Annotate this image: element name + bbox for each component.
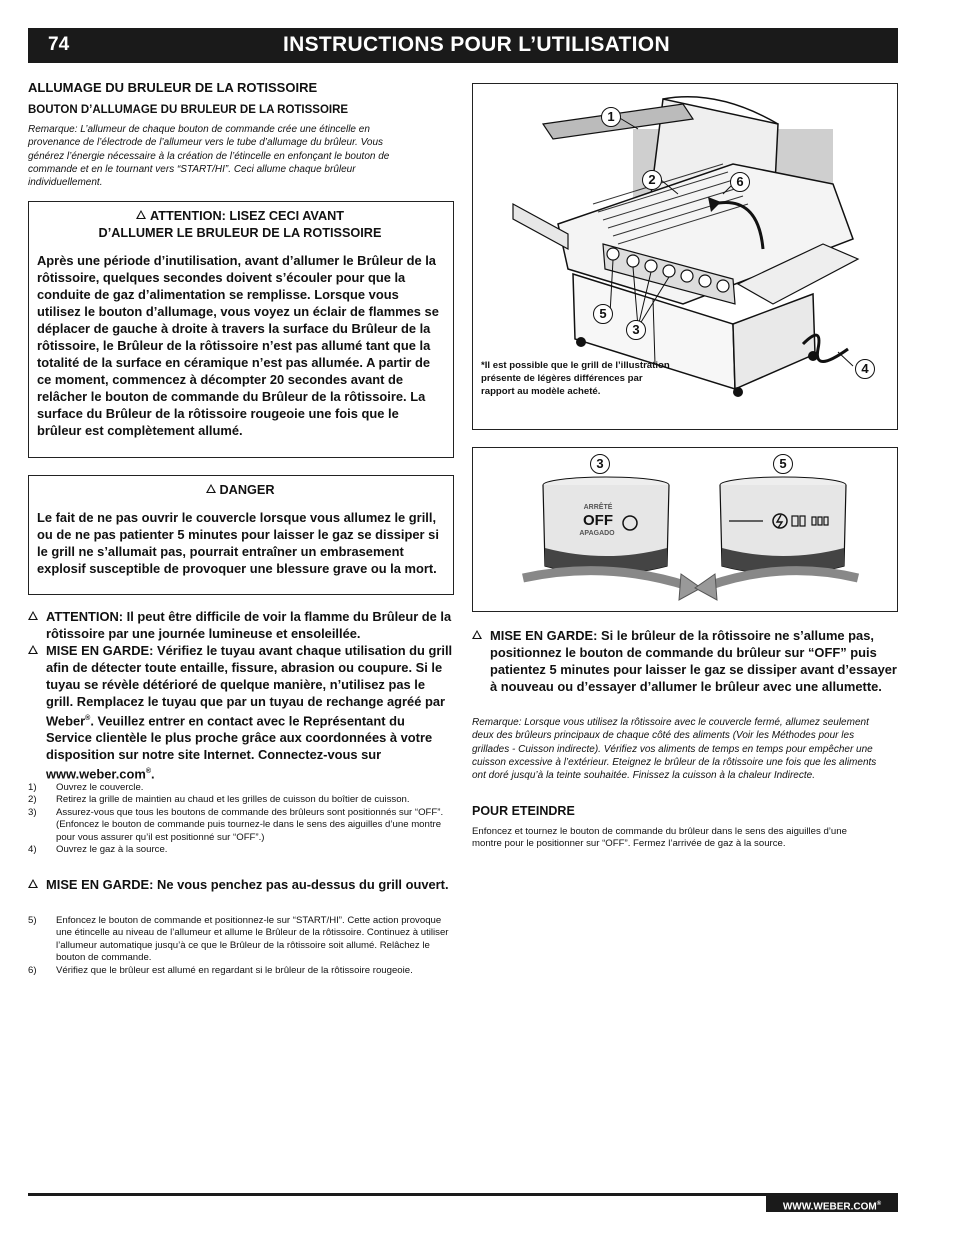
warning-icon bbox=[206, 484, 216, 493]
list-item: 3) Assurez-vous que tous les boutons de commande des brûleurs sont positionnés sur “OFF”. (Enfoncez le bouton de commande puis tournez-le dans le sens des aiguilles d’une montre pour vous assurer qu’il est positionné sur “OFF”.) bbox=[28, 806, 444, 843]
right-warning: MISE EN GARDE: Si le brûleur de la rôtissoire ne s’allume pas, positionnez le bouton de commande du brûleur sur “OFF” puis patientez 5 minutes pour laisser le gaz se dissiper avant d’essayer à nouveau ou d’essayer d’allumer le brûleur avec une allumette. bbox=[472, 627, 898, 695]
attention-box-body: Après une période d’inutilisation, avant d’allumer le Brûleur de la rôtissoire, quelques secondes doivent s’écouler pour que la conduite de gaz d’alimentation se remplisse. Lorsque vous utilisez le bouton d’allumage, vous voyez un éclair de flammes se déplacer de gauche à droite à travers la surface du Brûleur de la rôtissoire, le Brûleur de la rôtissoire n’est pas allumé tant que la totalité de la surface en céramique n’est pas allumée. A partir de ce moment, commencez à décompter 20 secondes avant de relâcher le bouton de commande du Brûleur de la rôtissoire. La surface du Brûleur de la rôtissoire rougeoie une fois que le brûleur est complètement allumé. bbox=[37, 253, 439, 438]
list-item: 1) Ouvrez le couvercle. bbox=[28, 782, 144, 793]
turn-off-title: POUR ETEINDRE bbox=[472, 804, 575, 818]
grill-figure bbox=[472, 83, 898, 430]
attention-box bbox=[28, 201, 454, 458]
warning-icon bbox=[28, 645, 38, 654]
footer-url[interactable]: WWW.WEBER.COM® bbox=[766, 1196, 898, 1212]
page-number: 74 bbox=[48, 34, 70, 55]
section-title-block bbox=[28, 80, 454, 189]
list-item: 2) Retirez la grille de maintien au chaud et les grilles de cuisson du boîtier de cuisson. bbox=[28, 794, 410, 806]
warnings-block bbox=[28, 608, 454, 783]
warning-sun: ATTENTION: Il peut être difficile de voir la flamme du Brûleur de la rôtissoire par une journée lumineuse et ensoleillée. bbox=[28, 608, 454, 642]
danger-box-body: Le fait de ne pas ouvrir le couvercle lorsque vous allumez le grill, ou de ne pas patienter 5 minutes pour laisser le gaz se dissiper si le grill ne s’allumait pas, pourrait entraîner un embrasement explosif susceptible de provoquer une blessure grave ou la mort. bbox=[37, 510, 439, 576]
attention-box-title: ATTENTION: LISEZ CECI AVANT D’ALLUMER LE BRULEUR DE LA ROTISSOIRE bbox=[98, 209, 382, 240]
turn-off-block bbox=[472, 804, 898, 851]
danger-box-title: DANGER bbox=[37, 482, 443, 499]
callout-1: 1 bbox=[601, 107, 621, 127]
warning-hose: MISE EN GARDE: Vérifiez le tuyau avant chaque utilisation du grill afin de détecter toute entaille, fissure, abrasion ou coupure. Si le tuyau se révèle détérioré de quelque manière, n’utilisez pas le grill. Remplacez le tuyau que par un tuyau de rechange agréé par Weber®. Veuillez entrer en contact avec le Représentant du Service clientèle le plus proche grâce aux coordonnées à votre disposition sur notre site Internet. Connectez-vous sur www.weber.com®. bbox=[28, 642, 454, 783]
ignition-note: Remarque: L’allumeur de chaque bouton de commande crée une étincelle en provenance de l’électrode de l’allumeur vers le tube d’allumage du brûleur. Vous générez l’énergie nécessaire à la création de l’étincelle en enfonçant le bouton de commande et en le tournant vers “START/HI”. Ceci allume chaque brûleur individuellement. bbox=[28, 124, 390, 189]
page-header bbox=[28, 28, 898, 63]
danger-box bbox=[28, 475, 454, 595]
callout-4: 4 bbox=[855, 359, 875, 379]
callout-5-knob: 5 bbox=[773, 454, 793, 474]
rotisserie-note: Remarque: Lorsque vous utilisez la rôtissoire avec le couvercle fermé, allumez seulement deux des brûleurs principaux de chaque côté des aliments (Voir les Méthodes pour les grillades - Cuisson indirecte). Vérifiez vos aliments de temps en temps pour empêcher une cuisson excessive à l’extérieur. Eteignez le brûleur de la rôtissoire une fois que les aliments ont doré jusqu’à la teinte souhaitée. Finissez la cuisson à la chaleur Indirecte. bbox=[472, 717, 877, 782]
knob-label-off: OFF bbox=[583, 512, 613, 529]
callout-3: 3 bbox=[626, 320, 646, 340]
knob-illustration bbox=[473, 448, 897, 611]
list-item: 6) Vérifiez que le brûleur est allumé en regardant si le brûleur de la rôtissoire rougeoie. bbox=[28, 964, 413, 976]
knob-label-arrete: ARRÊTÉ bbox=[583, 504, 613, 511]
callout-3-knob: 3 bbox=[590, 454, 610, 474]
steps-list-b bbox=[28, 915, 454, 977]
steps-list-a bbox=[28, 782, 454, 856]
knob-label-apagado: APAGADO bbox=[579, 530, 615, 537]
warning-icon bbox=[136, 210, 146, 219]
callout-2: 2 bbox=[642, 170, 662, 190]
turn-off-body: Enfoncez et tournez le bouton de commande du brûleur dans le sens des aiguilles d’une montre pour le positionner sur “OFF”. Fermez l’arrivée de gaz à la source. bbox=[472, 826, 847, 850]
warning-icon bbox=[472, 630, 482, 639]
list-item: 4) Ouvrez le gaz à la source. bbox=[28, 844, 168, 856]
warning-icon bbox=[28, 879, 38, 888]
section-title: ALLUMAGE DU BRULEUR DE LA ROTISSOIRE bbox=[28, 80, 318, 95]
knob-figure bbox=[472, 447, 898, 612]
warning-icon bbox=[28, 611, 38, 620]
callout-5: 5 bbox=[593, 304, 613, 324]
page-title: INSTRUCTIONS POUR L’UTILISATION bbox=[283, 33, 670, 56]
subsection-title: BOUTON D’ALLUMAGE DU BRULEUR DE LA ROTISSOIRE bbox=[28, 104, 349, 116]
callout-6: 6 bbox=[730, 172, 750, 192]
warning-lean: MISE EN GARDE: Ne vous penchez pas au-dessus du grill ouvert. bbox=[28, 876, 454, 893]
figure-caption: *Il est possible que le grill de l’illustration présente de légères différences par rapport au modèle acheté. bbox=[481, 360, 670, 397]
list-item: 5) Enfoncez le bouton de commande et positionnez-le sur “START/HI”. Cette action provoque une étincelle au niveau de l’allumeur et allume le Brûleur de la rôtissoire. Continuez à utiliser l’allumeur automatique jusqu’à ce que le Brûleur de la rôtissoire soit allumé. Relâchez le bouton de commande. bbox=[28, 915, 449, 964]
